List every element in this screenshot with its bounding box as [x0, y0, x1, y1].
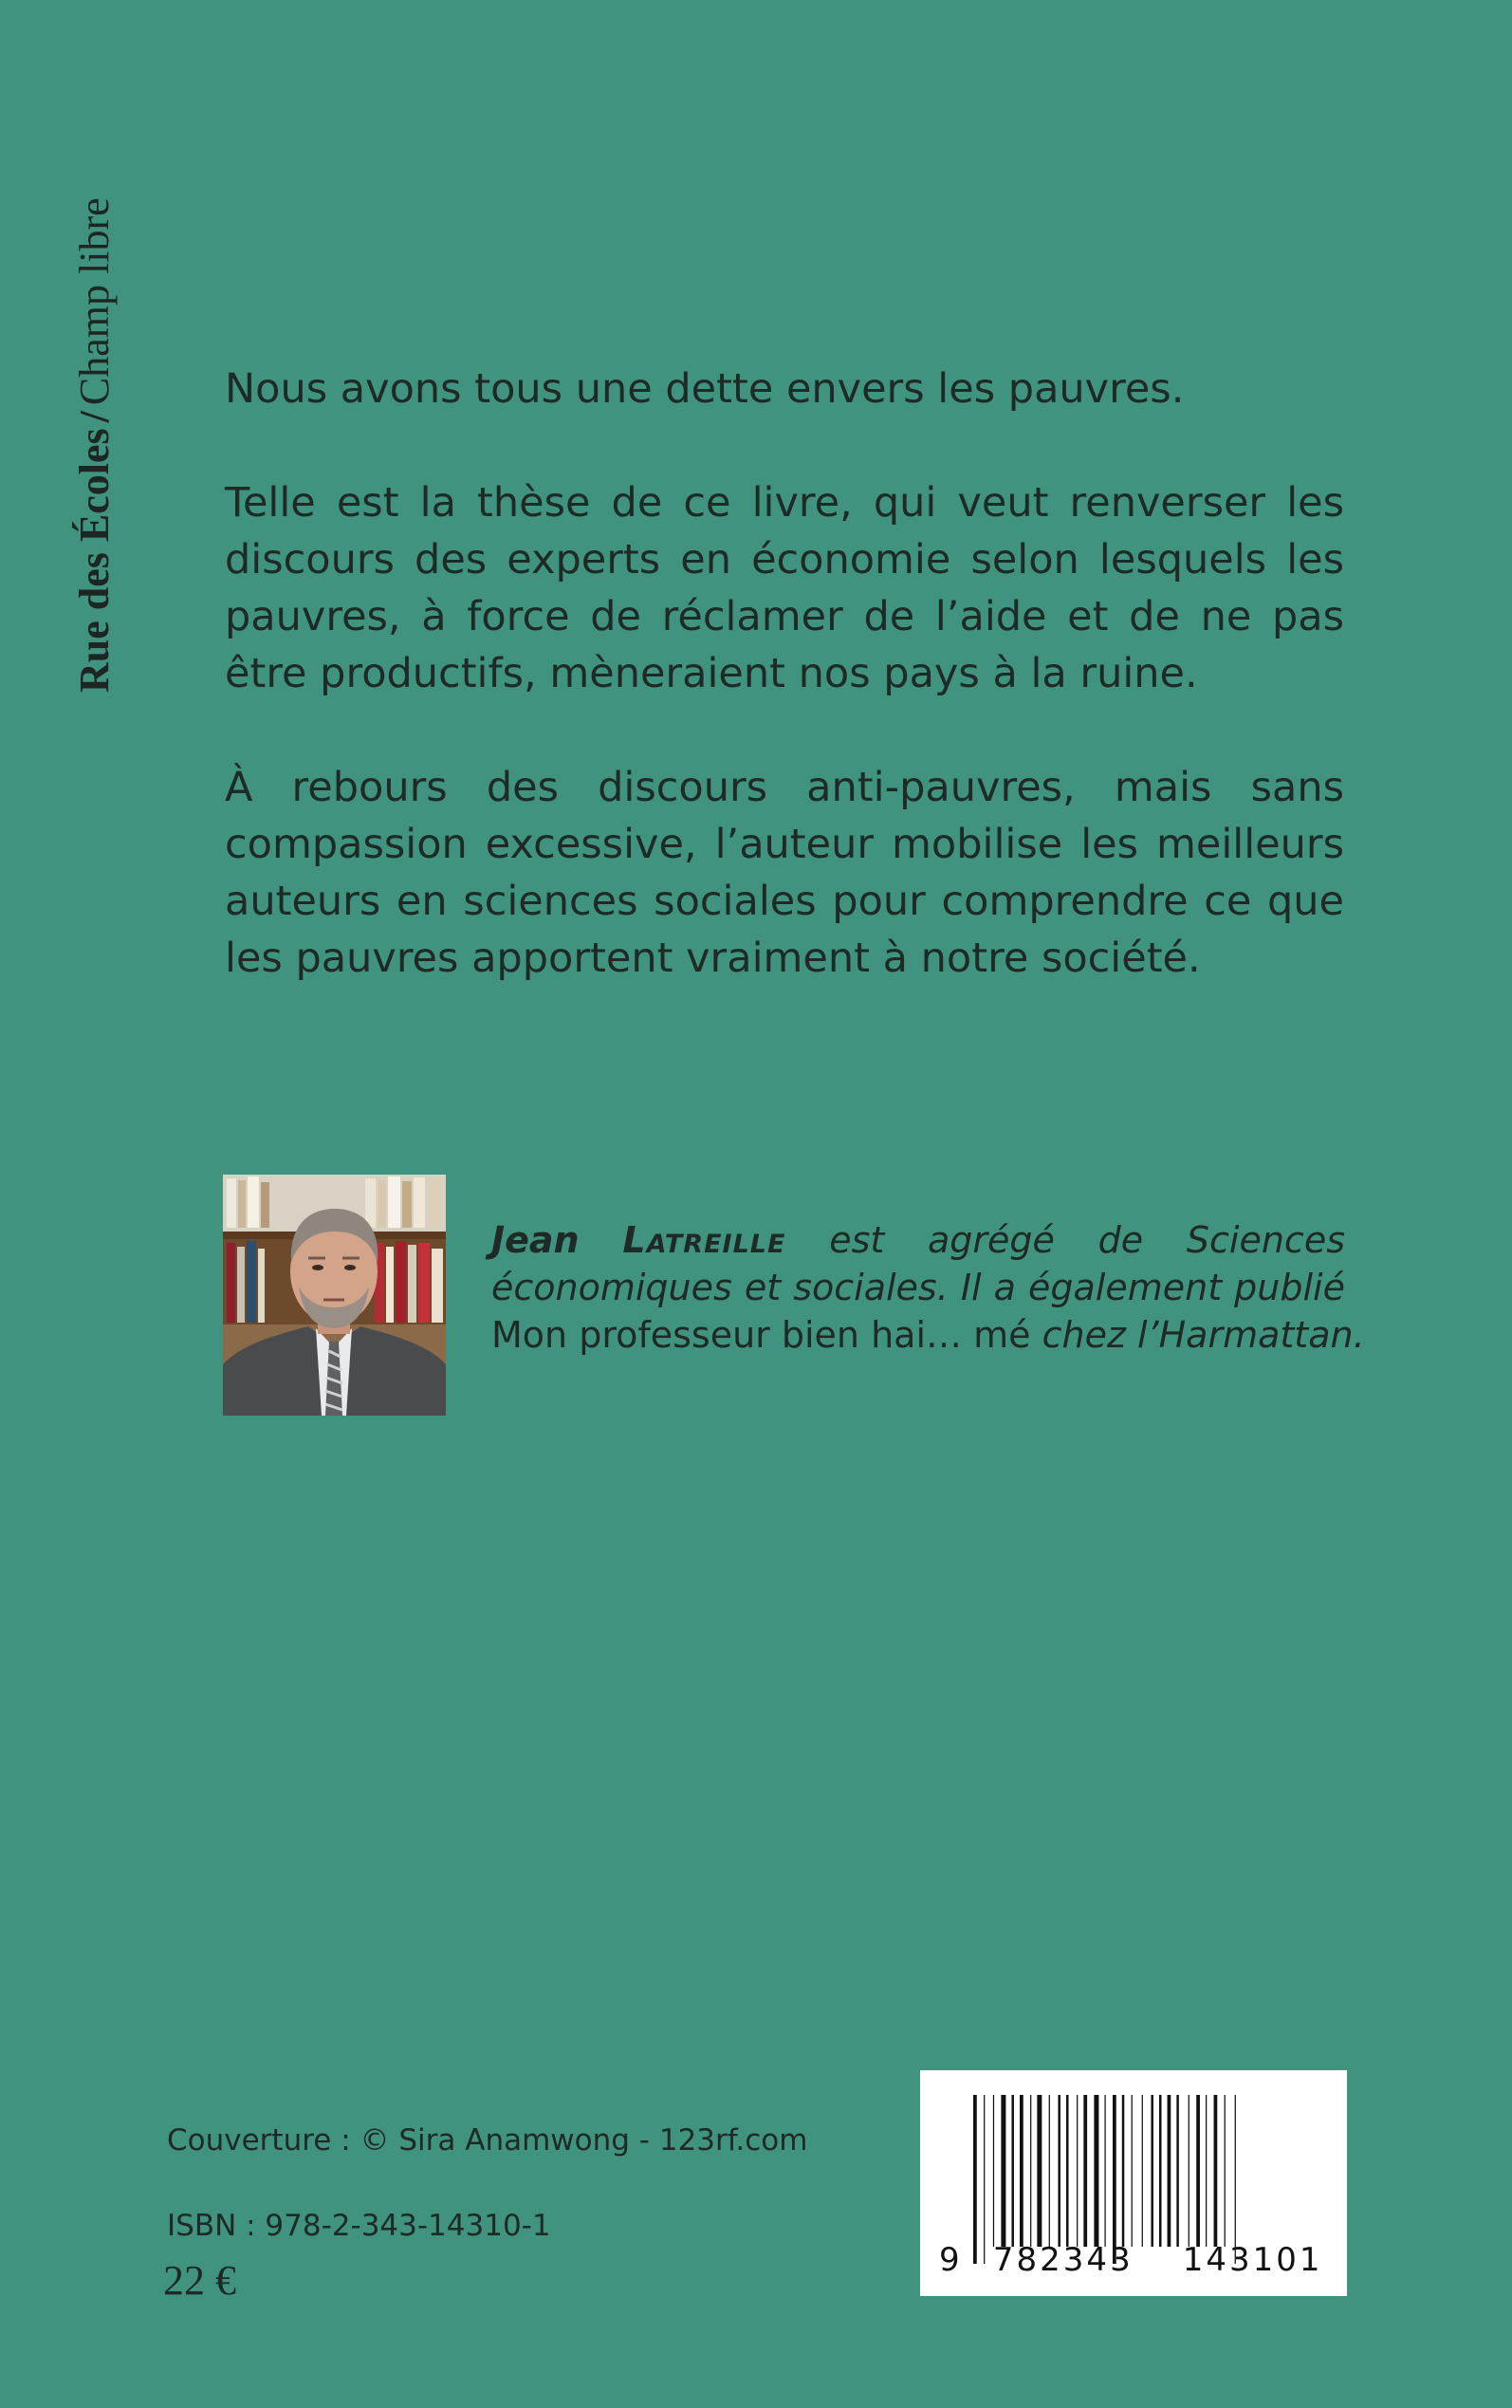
barcode-bar: [1011, 2095, 1014, 2247]
barcode-bar: [1225, 2095, 1226, 2247]
isbn: ISBN : 978-2-343-14310-1: [167, 2209, 551, 2243]
barcode-bar: [1132, 2095, 1133, 2247]
author-first-name: Jean: [491, 1219, 580, 1261]
blurb-paragraph-3: À rebours des discours anti-pauvres, mais sans compassion excessive, l’auteur mobilise les meilleurs auteurs en sciences sociales pour comprendre ce que les pauvres apportent vraiment à notre société.: [225, 764, 1344, 982]
barcode-bar: [1094, 2095, 1098, 2247]
blurb-paragraph-1: Nous avons tous une dette envers les pauvres.: [225, 365, 1185, 413]
barcode-bar: [1159, 2095, 1162, 2247]
blurb: [225, 361, 1344, 1044]
barcode-bar: [1176, 2095, 1179, 2247]
barcode-bar: [1020, 2095, 1023, 2247]
barcode-bar: [1151, 2095, 1153, 2247]
author-last-name: Latreille: [622, 1219, 786, 1261]
barcode-bar: [1235, 2095, 1236, 2264]
barcode-group-1: 782343: [992, 2241, 1134, 2279]
collection-name: Champ libre: [71, 197, 118, 406]
barcode-bar: [1142, 2095, 1143, 2247]
series-name: Rue des Écoles: [71, 428, 118, 693]
barcode-bar: [1049, 2095, 1050, 2247]
author-bio-line-2: économiques et sociales. Il a également publié: [491, 1267, 1345, 1308]
barcode-bar: [1083, 2095, 1087, 2247]
author-bio-text-1: est agrégé de Sciences: [829, 1219, 1345, 1261]
price: 22 €: [163, 2257, 236, 2304]
barcode-bar: [984, 2095, 985, 2264]
barcode-bar: [1058, 2095, 1060, 2247]
barcode-digits: [939, 2241, 1328, 2279]
barcode-first-digit: 9: [939, 2241, 963, 2279]
barcode-bar: [1206, 2095, 1207, 2247]
barcode-bar: [1168, 2095, 1171, 2247]
barcode-bar: [1113, 2095, 1116, 2264]
series-separator: /: [71, 411, 118, 423]
barcode-bar: [1104, 2095, 1105, 2247]
barcode: [920, 2070, 1347, 2296]
previous-book-publisher: chez l’Harmattan.: [1042, 1314, 1365, 1356]
author-bio-line-3: [491, 1311, 1365, 1359]
barcode-bar: [1037, 2095, 1042, 2247]
cover-credit: Couverture : © Sira Anamwong - 123rf.com: [167, 2123, 808, 2158]
barcode-bar: [1066, 2095, 1069, 2247]
author-bio-line-1: [491, 1216, 1345, 1264]
series-vertical-title: [71, 197, 118, 693]
barcode-bar: [1196, 2095, 1200, 2247]
barcode-bar: [1077, 2095, 1078, 2247]
author-portrait-image: [223, 1175, 446, 1416]
author-bio: [491, 1216, 1365, 1359]
author-photo: [223, 1175, 446, 1416]
barcode-bar: [1001, 2095, 1005, 2247]
barcode-bar: [993, 2095, 994, 2247]
barcode-bar: [973, 2095, 977, 2264]
barcode-bar: [1030, 2095, 1031, 2247]
blurb-paragraph-2: Telle est la thèse de ce livre, qui veut renverser les discours des experts en économie selon lesquels les pauvres, à force de réclamer de l’aide et de ne pas être productifs, mèneraient nos pays à la ruine.: [225, 479, 1344, 697]
barcode-bar: [1122, 2095, 1125, 2247]
previous-book-title: Mon professeur bien hai… mé: [491, 1314, 1031, 1356]
barcode-bar: [1214, 2095, 1218, 2247]
barcode-group-2: 143101: [1182, 2241, 1323, 2279]
